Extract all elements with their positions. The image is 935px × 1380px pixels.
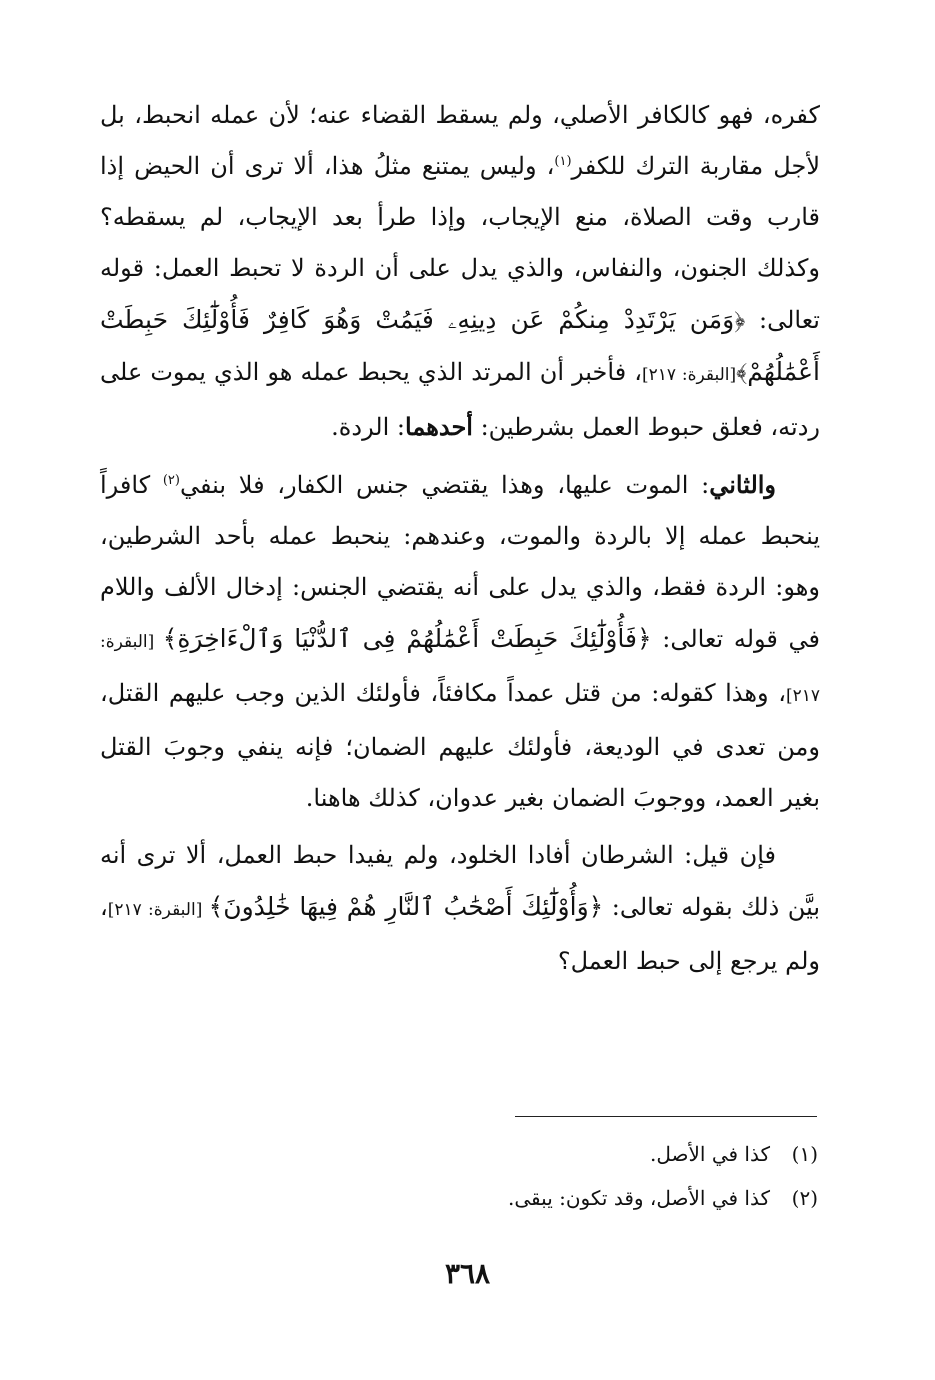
footnote-2 xyxy=(100,1176,818,1220)
text-segment: ، ولم يرجع إلى حبط العمل؟ xyxy=(100,893,820,975)
text-segment: : الردة. xyxy=(331,413,405,441)
footnote-marker-1[interactable]: (١) xyxy=(554,154,572,169)
footnote-1 xyxy=(100,1132,818,1176)
main-text xyxy=(100,90,820,987)
text-segment: ، وهذا كقوله: من قتل عمداً مكافئاً، فأولئك الذين وجب عليهم القتل، ومن تعدى في الوديعة، فأولئك عليهم الضمان؛ فإنه ينفي وجوبَ القتل بغير العمد، ووجوبَ الضمان بغير عدوان، كذلك هاهنا. xyxy=(100,679,820,812)
verse-reference: [البقرة: ٢١٧] xyxy=(100,632,820,706)
verse-reference: [البقرة: ٢١٧] xyxy=(107,900,209,920)
bold-term: أحدهما xyxy=(405,412,473,441)
text-segment: فإن قيل: الشرطان أفادا الخلود، ولم يفيدا حبط العمل، ألا ترى أنه بيَّن ذلك بقوله تعالى: xyxy=(100,841,820,921)
verse-reference: [البقرة: ٢١٧] xyxy=(641,365,737,385)
text-segment: كفره، فهو كالكافر الأصلي، ولم يسقط القضاء عنه؛ لأن عمله انحبط، بل لأجل مقاربة الترك للكفر xyxy=(100,101,821,180)
footnote-number: (٢) xyxy=(791,1186,818,1210)
footnote-text: كذا في الأصل، وقد تكون: يبقى. xyxy=(508,1186,770,1210)
bold-term: والثاني xyxy=(709,470,777,499)
footnote-text: كذا في الأصل. xyxy=(650,1142,770,1166)
text-segment: كافراً ينحبط عمله إلا بالردة والموت، وعندهم: ينحبط عمله بأحد الشرطين، وهو: الردة فقط، والذي يدل على أنه يقتضي الجنس: إدخال الألف واللام في قوله تعالى: xyxy=(100,471,821,653)
paragraph-1 xyxy=(100,90,820,453)
quran-verse: ﴿فَأُوْلَٰٓئِكَ حَبِطَتْ أَعْمَٰلُهُمْ فِى ٱلدُّنْيَا وَٱلْءَاخِرَةِ﴾ xyxy=(162,624,652,653)
footnotes xyxy=(100,1132,818,1220)
paragraph-3 xyxy=(100,830,820,987)
paragraph-2 xyxy=(100,459,820,824)
text-segment: ، فأخبر أن المرتد الذي يحبط عمله هو الذي يموت على ردته، فعلق حبوط العمل بشرطين: xyxy=(100,358,820,441)
footnote-divider xyxy=(515,1116,817,1117)
quran-verse: ﴿وَمَن يَرْتَدِدْ مِنكُمْ عَن دِينِهِۦ فَيَمُتْ وَهُوَ كَافِرٌ فَأُوْلَٰٓئِكَ حَبِطَتْ أَعْمَٰلُهُمْ﴾ xyxy=(100,305,820,386)
text-segment: ، وليس يمتنع مثلُ هذا، ألا ترى أن الحيض إذا قارب وقت الصلاة، منع الإيجاب، وإذا طرأ بعد الإيجاب، لم يسقطه؟ وكذلك الجنون، والنفاس، والذي يدل على أن الردة لا تحبط العمل: قوله تعالى: xyxy=(100,152,820,334)
page-number: ٣٦٨ xyxy=(444,1257,491,1290)
footnote-marker-2[interactable]: (٢) xyxy=(162,473,180,488)
quran-verse: ﴿وَأُوْلَٰٓئِكَ أَصْحَٰبُ ٱلنَّارِ هُمْ فِيهَا خَٰلِدُونَ﴾ xyxy=(208,892,604,921)
footnote-number: (١) xyxy=(791,1142,818,1166)
text-segment: : الموت عليها، وهذا يقتضي جنس الكفار، فلا بنفي xyxy=(179,471,710,499)
